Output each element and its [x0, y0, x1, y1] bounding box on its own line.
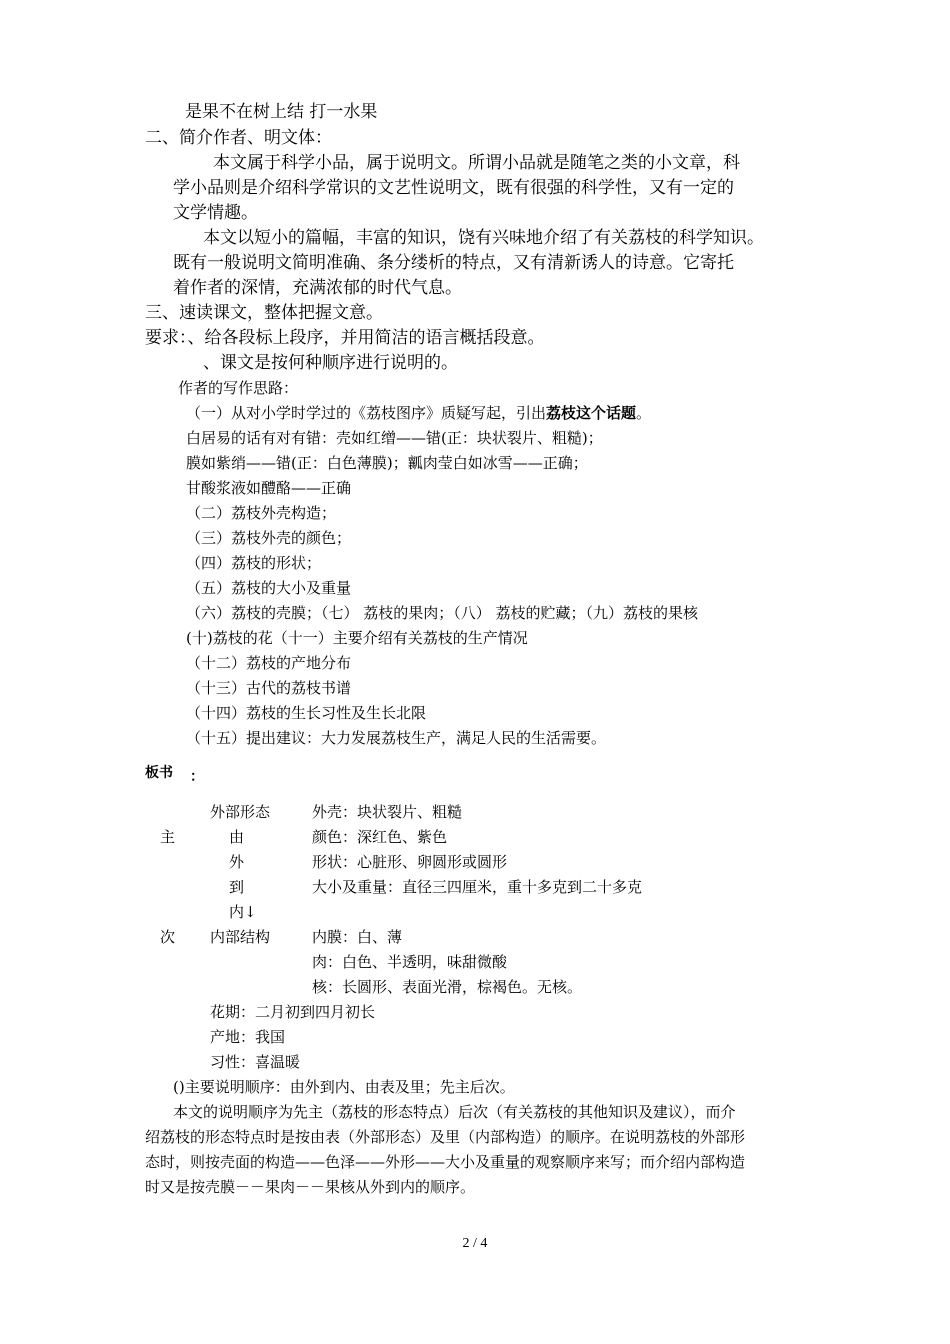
bai-juyi-line1: 白居易的话有对有错：壳如红缯——错(正：块状裂片、粗糙)； [186, 429, 603, 447]
outline-item: （十五）提出建议：大力发展荔枝生产，满足人民的生活需要。 [186, 729, 607, 747]
board-row-membrane: 内膜：白、薄 [312, 928, 403, 946]
requirement-1: 要求：、给各段标上段序，并用简洁的语言概括段意。 [145, 328, 545, 348]
board-inner-structure: 内部结构 [210, 928, 271, 946]
board-nei-arrow: 内↓ [229, 903, 257, 921]
outline-item-1-prefix: （一）从对小学时学过的《荔枝图序》质疑写起，引出 [186, 404, 547, 422]
para1-line2: 学小品则是介绍科学常识的文艺性说明文，既有很强的科学性，又有一定的 [173, 178, 734, 198]
para1-line3: 文学情趣。 [173, 203, 258, 223]
board-wai: 外 [229, 853, 245, 871]
requirement-2: 、课文是按何种顺序进行说明的。 [203, 353, 458, 373]
outline-item: （十四）荔枝的生长习性及生长北限 [186, 704, 427, 722]
board-row-pit: 核：长圆形、表面光滑，棕褐色。无核。 [312, 978, 583, 996]
para2-line3: 着作者的深情，充满浓郁的时代气息。 [173, 278, 462, 298]
bai-juyi-line3: 甘酸浆液如醴酪——正确 [186, 479, 352, 497]
para2-line2: 既有一般说明文简明准确、条分缕析的特点，又有清新诱人的诗意。它寄托 [173, 253, 734, 273]
outline-item: （十二）荔枝的产地分布 [186, 654, 352, 672]
outline-item: （二）荔枝外壳构造； [186, 504, 337, 522]
board-row-shape: 形状：心脏形、卵圆形或圆形 [312, 853, 508, 871]
board-row-color: 颜色：深红色、紫色 [312, 828, 448, 846]
board-outer-form: 外部形态 [210, 803, 271, 821]
outline-item: （五）荔枝的大小及重量 [186, 579, 352, 597]
outline-item: （三）荔枝外壳的颜色； [186, 529, 352, 547]
outline-item: （十三）古代的荔枝书谱 [186, 679, 352, 697]
outline-item: （六）荔枝的壳膜；（七） 荔枝的果肉；（八） 荔枝的贮藏；（九）荔枝的果核 [186, 604, 699, 622]
conclusion-line4: 时又是按壳膜－－果肉－－果核从外到内的顺序。 [145, 1178, 476, 1196]
board-dao: 到 [229, 878, 245, 896]
outline-item-1-suffix: 。 [636, 404, 652, 422]
board-habit: 习性：喜温暖 [210, 1053, 301, 1071]
para2-line1: 本文以短小的篇幅，丰富的知识，饶有兴味地介绍了有关荔枝的科学知识。 [203, 228, 764, 248]
outline-item-1 [186, 401, 651, 426]
board-flowering: 花期：二月初到四月初长 [210, 1003, 376, 1021]
riddle-line: 是果不在树上结 打一水果 [185, 102, 378, 122]
section3-title: 三、速读课文，整体把握文意。 [145, 303, 383, 323]
bai-juyi-line2: 膜如紫绡——错(正：白色薄膜)；瓤肉莹白如冰雪——正确； [186, 454, 588, 472]
para1-line1: 本文属于科学小品，属于说明文。所谓小品就是随笔之类的小文章，科 [213, 153, 740, 173]
explanation-order: ()主要说明顺序：由外到内、由表及里；先主后次。 [173, 1078, 515, 1096]
conclusion-line2: 绍荔枝的形态特点时是按由表（外部形态）及里（内部构造）的顺序。在说明荔枝的外部形 [145, 1128, 746, 1146]
board-label: 板书 [145, 765, 173, 781]
conclusion-line3: 态时，则按壳面的构造——色泽——外形——大小及重量的观察顺序来写；而介绍内部构造 [145, 1153, 746, 1171]
board-row-size: 大小及重量：直径三四厘米，重十多克到二十多克 [312, 878, 643, 896]
outline-item: （四）荔枝的形状； [186, 554, 322, 572]
outline-title: 作者的写作思路： [178, 379, 299, 397]
board-secondary: 次 [160, 928, 176, 946]
conclusion-line1: 本文的说明顺序为先主（荔枝的形态特点）后次（有关荔枝的其他知识及建议），而介 [173, 1103, 736, 1121]
outline-item-1-topic: 荔枝这个话题 [546, 404, 637, 422]
board-row-flesh: 肉：白色、半透明，味甜微酸 [312, 953, 508, 971]
board-you: 由 [229, 828, 245, 846]
board-colon: ： [190, 769, 204, 785]
board-row-shell: 外壳：块状裂片、粗糙 [312, 803, 463, 821]
board-origin: 产地：我国 [210, 1028, 286, 1046]
board-main: 主 [160, 828, 176, 846]
section2-title: 二、简介作者、明文体： [145, 128, 332, 148]
outline-item: (十)荔枝的花（十一）主要介绍有关荔枝的生产情况 [186, 629, 528, 647]
page-number: 2 / 4 [462, 1236, 488, 1251]
